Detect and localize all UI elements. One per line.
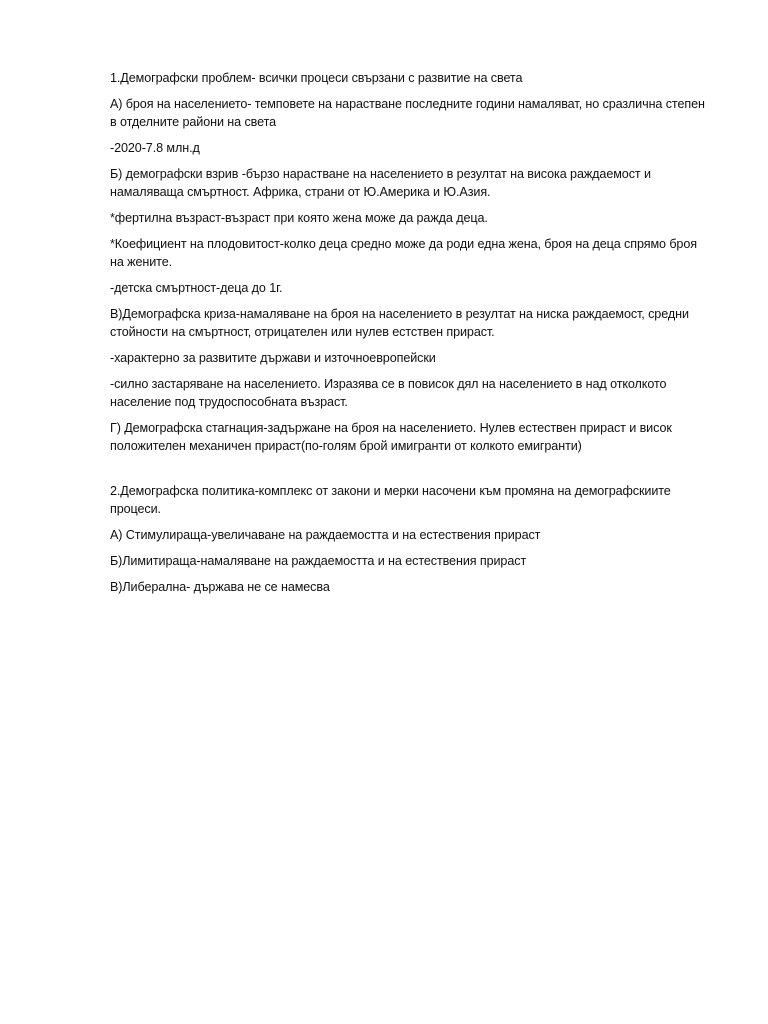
section-1-paragraph-child-mortality: -детска смъртност-деца до 1г. [110, 281, 283, 295]
section-2-paragraph-v: В)Либерална- държава не се намесва [110, 580, 330, 594]
section-1-paragraph-fertility-rate: *Коефициент на плодовитост-колко деца средно може да роди една жена, броя на деца спрямо броя на жените. [110, 237, 697, 269]
section-2-paragraph-a: А) Стимулираща-увеличаване на раждаемостта и на естествения прираст [110, 528, 541, 542]
section-2-heading: 2.Демографска политика-комплекс от закони и мерки насочени към промяна на демографскиите процеси. [110, 484, 671, 516]
section-1-paragraph-aging: -силно застаряване на населението. Изразява се в повисок дял на населението в над отколкото население под трудоспособната възраст. [110, 377, 667, 409]
section-2-paragraph-b: Б)Лимитираща-намаляване на раждаемостта и на естествения прираст [110, 554, 527, 568]
section-1-heading: 1.Демографски проблем- всички процеси свързани с развитие на света [110, 71, 523, 85]
section-1-paragraph-fertile-age: *фертилна възраст-възраст при която жена може да ражда деца. [110, 211, 488, 225]
section-1-paragraph-a: А) броя на населението- темповете на нарастване последните години намаляват, но сразлична степен в отделните райони на света [110, 97, 705, 129]
section-1-paragraph-population-figure: -2020-7.8 млн.д [110, 141, 200, 155]
section-1-paragraph-v: В)Демографска криза-намаляване на броя на населението в резултат на ниска раждаемост, средни стойности на смъртност, отрицателен или нулев естствен прираст. [110, 307, 689, 339]
document-body [110, 69, 710, 596]
section-1-paragraph-developed-countries: -характерно за развитите държави и източноевропейски [110, 351, 436, 365]
section-1-paragraph-b: Б) демографски взрив -бързо нарастване на населението в резултат на висока раждаемост и намаляваща смъртност. Африка, страни от Ю.Америка и Ю.Азия. [110, 167, 651, 199]
section-1-paragraph-g: Г) Демографска стагнация-задържане на броя на населението. Нулев естествен прираст и висок положителен механичен прираст(по-голям брой имигранти от колкото емигранти) [110, 421, 672, 453]
